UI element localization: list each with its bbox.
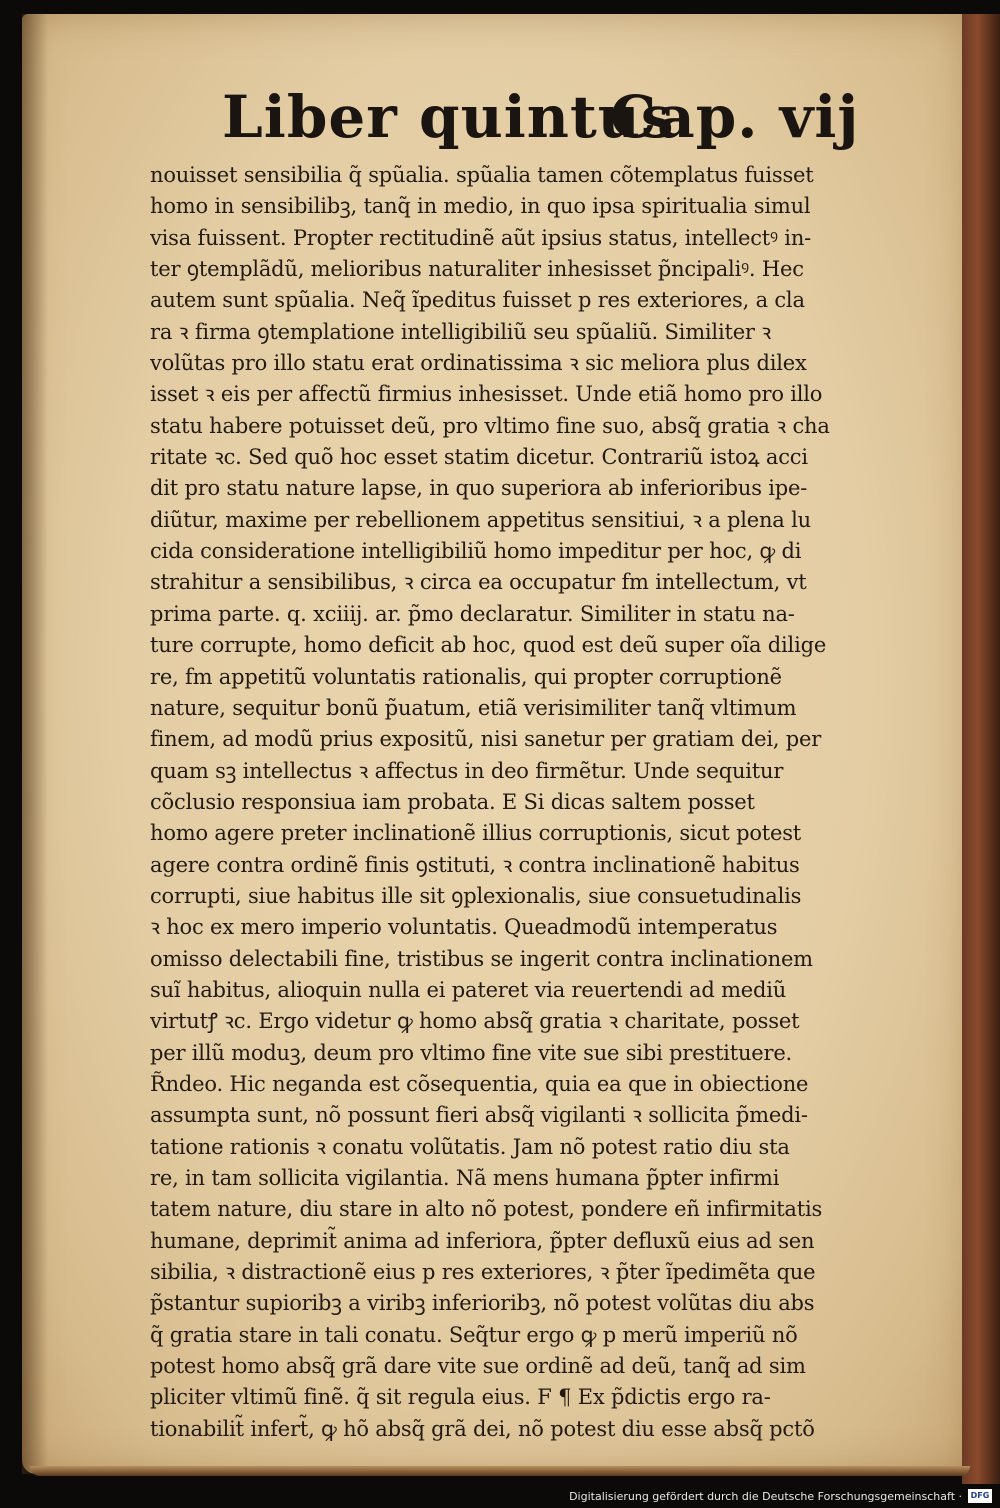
text-line: cida consideratione intelligibiliũ homo impeditur per hoc, ꝙ di xyxy=(150,539,802,564)
chapter-label: Cap. vij xyxy=(610,83,860,151)
text-line: cõclusio responsiua iam probata. E Si dicas saltem posset xyxy=(150,789,755,814)
text-line: pliciter vltimũ finẽ. q̃ sit regula eius. F ¶ Ex p̃dictis ergo ra‑ xyxy=(150,1385,771,1410)
text-line: suĩ habitus, alioquin nulla ei pateret via reuertendi ad mediũ xyxy=(150,977,787,1002)
text-line: agere contra ordinẽ finis ꝯstituti, ꝛ contra inclinationẽ habitus xyxy=(150,852,800,877)
text-line: tatione rationis ꝛ conatu volũtatis. Jam nõ potest ratio diu sta xyxy=(150,1134,790,1159)
page-text xyxy=(150,160,870,1445)
text-line: prima parte. q. xciiij. ar. p̃mo declaratur. Similiter in statu na‑ xyxy=(150,601,795,626)
running-title: Liber quintus xyxy=(222,83,675,151)
text-line: humane, deprimit̃ anima ad inferiora, p̃pter defluxũ eius ad sen xyxy=(150,1228,815,1253)
text-line: diũtur, maxime per rebellionem appetitus sensitiui, ꝛ a plena lu xyxy=(150,507,811,532)
text-line: tionabilit̃ infert̃, ꝙ hõ absq̃ grã dei, nõ potest diu esse absq̃ pctõ xyxy=(150,1416,815,1441)
text-line: virtutꝭ ꝛc. Ergo videtur ꝙ homo absq̃ gratia ꝛ charitate, posset xyxy=(150,1009,800,1034)
text-line: autem sunt spũalia. Neq̃ ĩpeditus fuisset p res exteriores, a cla xyxy=(150,288,805,313)
running-header xyxy=(0,72,1000,162)
text-line: assumpta sunt, nõ possunt fieri absq̃ vigilanti ꝛ sollicita p̃medi‑ xyxy=(150,1103,808,1128)
book-edge-bottom xyxy=(30,1466,970,1476)
funding-note: Digitalisierung gefördert durch die Deutsche Forschungsgemeinschaft · xyxy=(569,1489,962,1503)
book-edge-right xyxy=(962,14,1000,1484)
text-line: homo agere preter inclinationẽ illius corruptionis, sicut potest xyxy=(150,821,802,846)
text-line: p̃stantur supioribꝫ a viribꝫ inferioribꝫ, nõ potest volũtas diu abs xyxy=(150,1291,815,1316)
text-line: statu habere potuisset deũ, pro vltimo fine suo, absq̃ gratia ꝛ cha xyxy=(150,413,830,438)
text-line: homo in sensibilibꝫ, tanq̃ in medio, in quo ipsa spiritualia simul xyxy=(150,194,811,219)
text-line: re, in tam sollicita vigilantia. Nã mens humana p̃pter infirmi xyxy=(150,1166,780,1190)
text-line: re, fm appetitũ voluntatis rationalis, qui propter corruptionẽ xyxy=(150,664,782,689)
page-gutter-shadow xyxy=(22,14,48,1474)
text-line: R̃ndeo. Hic neganda est cõsequentia, quia ea que in obiectione xyxy=(150,1071,809,1096)
text-line: corrupti, siue habitus ille sit ꝯplexionalis, siue consuetudinalis xyxy=(150,883,802,908)
text-line: ra ꝛ firma ꝯtemplatione intelligibiliũ seu spũaliũ. Similiter ꝛ xyxy=(150,319,771,344)
text-line: isset ꝛ eis per affectũ firmius inhesisset. Unde etiã homo pro illo xyxy=(150,382,823,407)
text-line: dit pro statu nature lapse, in quo superiora ab inferioribus ipe‑ xyxy=(150,476,808,501)
text-line: finem, ad modũ prius expositũ, nisi sanetur per gratiam dei, per xyxy=(150,727,822,752)
text-line: omisso delectabili fine, tristibus se ingerit contra inclinationem xyxy=(150,946,813,971)
text-line: visa fuissent. Propter rectitudinẽ aũt ipsius status, intellectꝰ in‑ xyxy=(150,225,812,250)
dfg-logo: DFG xyxy=(968,1489,992,1503)
text-line: ꝛ hoc ex mero imperio voluntatis. Queadmodũ intemperatus xyxy=(150,915,778,940)
text-line: strahitur a sensibilibus, ꝛ circa ea occupatur fm intellectum, vt xyxy=(150,570,807,595)
text-line: sibilia, ꝛ distractionẽ eius p res exteriores, ꝛ p̃ter ĩpedimẽta que xyxy=(150,1260,816,1285)
text-line: nouisset sensibilia q̃ spũalia. spũalia tamen cõtemplatus fuisset xyxy=(150,163,814,187)
text-line: quam sꝫ intellectus ꝛ affectus in deo firmẽtur. Unde sequitur xyxy=(150,758,784,783)
text-line: tatem nature, diu stare in alto nõ potest, pondere eñ infirmitatis xyxy=(150,1197,823,1222)
text-line: q̃ gratia stare in tali conatu. Seq̃tur ergo ꝙ p merũ imperiũ nõ xyxy=(150,1322,798,1347)
text-line: per illũ moduꝫ, deum pro vltimo fine vite sue sibi prestituere. xyxy=(150,1040,793,1065)
text-line: ter ꝯtemplãdũ, melioribus naturaliter inhesisset p̃ncipaliꝰ. Hec xyxy=(150,257,804,282)
text-line: nature, sequitur bonũ p̃uatum, etiã verisimiliter tanq̃ vltimum xyxy=(150,695,797,720)
digitization-footer xyxy=(569,1486,992,1506)
text-line: potest homo absq̃ grã dare vite sue ordinẽ ad deũ, tanq̃ ad sim xyxy=(150,1354,806,1379)
text-line: ritate ꝛc. Sed quõ hoc esset statim dicetur. Contrariũ istoꝝ acci xyxy=(150,445,808,470)
text-line: ture corrupte, homo deficit ab hoc, quod est deũ super oĩa dilige xyxy=(150,633,827,658)
text-line: volũtas pro illo statu erat ordinatissima ꝛ sic meliora plus dilex xyxy=(150,351,807,376)
